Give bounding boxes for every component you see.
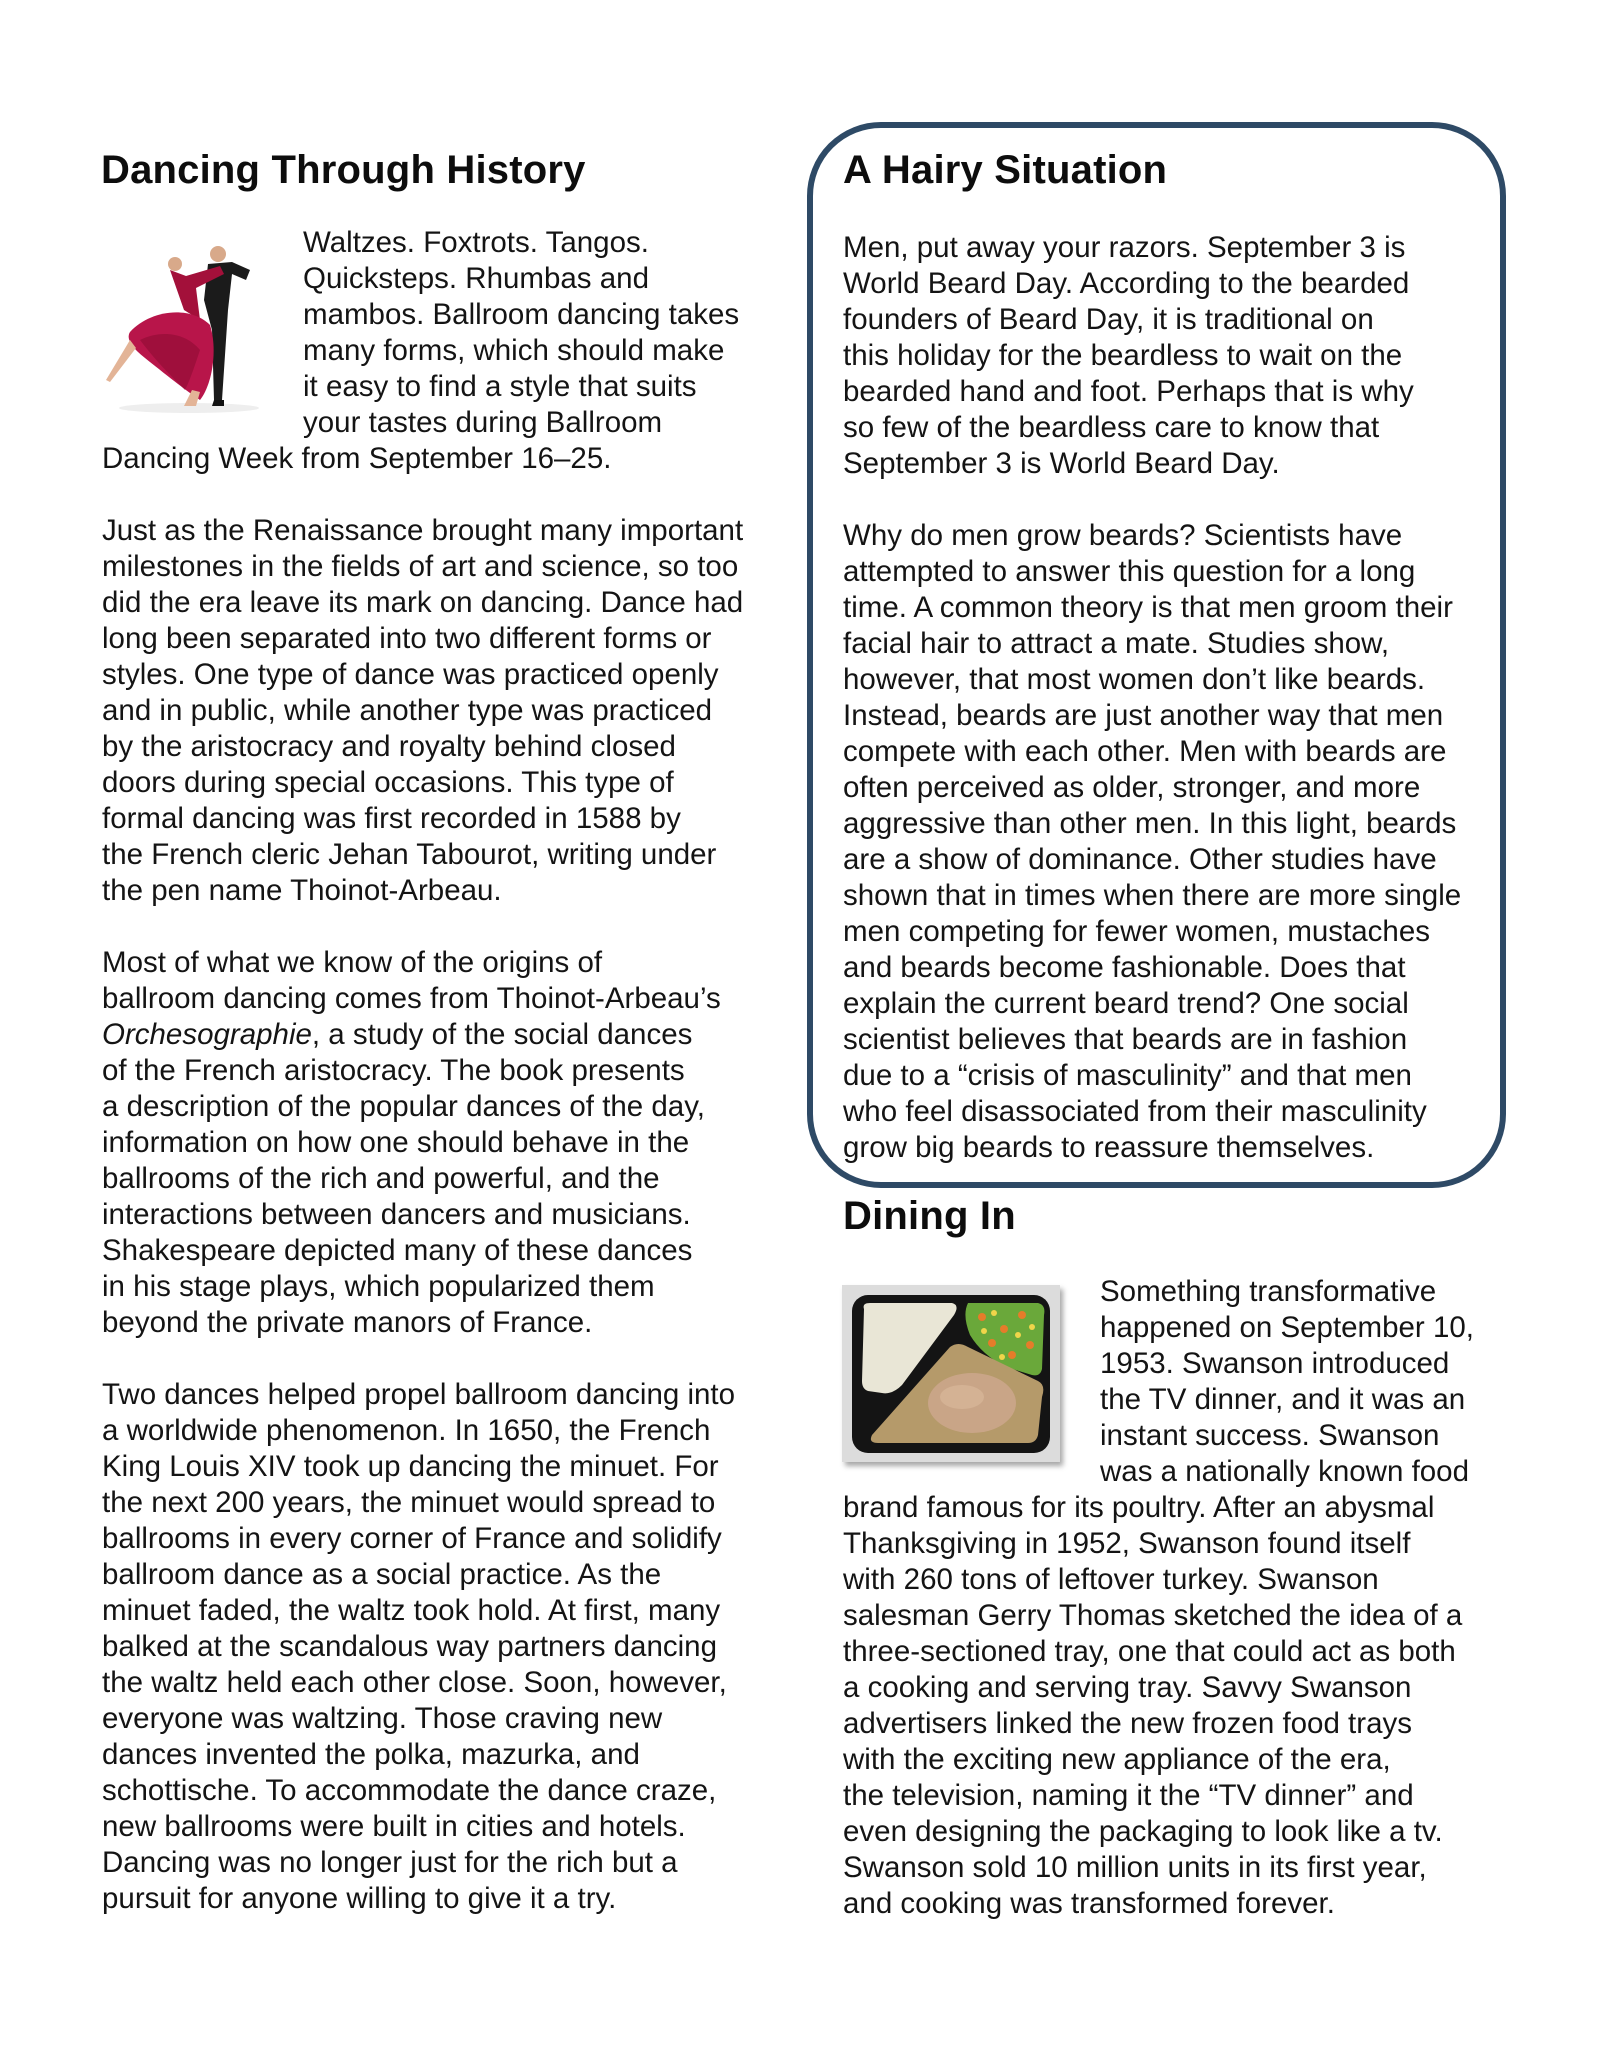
text-line: the waltz held each other close. Soon, however,: [102, 1666, 727, 1699]
dancer-photo: [100, 240, 278, 414]
text-line: World Beard Day. According to the bearded: [843, 267, 1410, 300]
text-line: doors during special occasions. This type of: [102, 766, 674, 799]
text-line: it easy to find a style that suits: [303, 370, 697, 403]
text-line: grow big beards to reassure themselves.: [843, 1131, 1375, 1164]
text-line: new ballrooms were built in cities and hotels.: [102, 1810, 686, 1843]
text-line: Men, put away your razors. September 3 is: [843, 231, 1406, 264]
text-line: bearded hand and foot. Perhaps that is why: [843, 375, 1414, 408]
text-line: compete with each other. Men with beards are: [843, 735, 1447, 768]
text-line: the TV dinner, and it was an: [1100, 1383, 1466, 1416]
text-line: dances invented the polka, mazurka, and: [102, 1738, 640, 1771]
text-line: milestones in the fields of art and science, so too: [102, 550, 739, 583]
text-line: the French cleric Jehan Tabourot, writing under: [102, 838, 717, 871]
text-line: the next 200 years, the minuet would spread to: [102, 1486, 716, 1519]
text-line: shown that in times when there are more single: [843, 879, 1462, 912]
text-line: by the aristocracy and royalty behind closed: [102, 730, 676, 763]
text-line: information on how one should behave in the: [102, 1126, 690, 1159]
text-line: with the exciting new appliance of the era,: [843, 1743, 1391, 1776]
text-line: even designing the packaging to look like a tv.: [843, 1815, 1443, 1848]
text-line: a description of the popular dances of the day,: [102, 1090, 705, 1123]
text-line-italic-title: Orchesographie, a study of the social dances: [102, 1018, 693, 1051]
text-line: the pen name Thoinot-Arbeau.: [102, 874, 502, 907]
text-line: Something transformative: [1100, 1275, 1437, 1308]
text-line: minuet faded, the waltz took hold. At first, many: [102, 1594, 721, 1627]
article-title-hairy: A Hairy Situation: [843, 148, 1168, 192]
book-title-italic: Orchesographie: [102, 1018, 312, 1051]
text-line: pursuit for anyone willing to give it a try.: [102, 1882, 617, 1915]
text-line: Dancing Week from September 16–25.: [102, 442, 612, 475]
text-line: ballroom dance as a social practice. As the: [102, 1558, 662, 1591]
text-line: Just as the Renaissance brought many important: [102, 514, 744, 547]
text-line: ballrooms in every corner of France and solidify: [102, 1522, 722, 1555]
text-line: the television, naming it the “TV dinner” and: [843, 1779, 1414, 1812]
text-line: your tastes during Ballroom: [303, 406, 663, 439]
text-line: men competing for fewer women, mustaches: [843, 915, 1430, 948]
text-line: in his stage plays, which popularized them: [102, 1270, 655, 1303]
text-line: many forms, which should make: [303, 334, 725, 367]
text-line: salesman Gerry Thomas sketched the idea of a: [843, 1599, 1463, 1632]
article-title-dining: Dining In: [843, 1194, 1016, 1238]
text-line: Dancing was no longer just for the rich but a: [102, 1846, 678, 1879]
text-line: Instead, beards are just another way that men: [843, 699, 1444, 732]
text-line: time. A common theory is that men groom their: [843, 591, 1453, 624]
text-line: ballroom dancing comes from Thoinot-Arbeau’s: [102, 982, 721, 1015]
text-line: who feel disassociated from their masculinity: [843, 1095, 1427, 1128]
text-line: and beards become fashionable. Does that: [843, 951, 1406, 984]
text-line: September 3 is World Beard Day.: [843, 447, 1280, 480]
text-line: brand famous for its poultry. After an abysmal: [843, 1491, 1435, 1524]
text-line: so few of the beardless care to know that: [843, 411, 1380, 444]
text-line: balked at the scandalous way partners dancing: [102, 1630, 717, 1663]
text-line: and in public, while another type was practiced: [102, 694, 713, 727]
text-line: Why do men grow beards? Scientists have: [843, 519, 1403, 552]
text-line: Shakespeare depicted many of these dances: [102, 1234, 693, 1267]
text-line: explain the current beard trend? One social: [843, 987, 1409, 1020]
text-line: Swanson sold 10 million units in its first year,: [843, 1851, 1427, 1884]
text-line: instant success. Swanson: [1100, 1419, 1440, 1452]
text-line: scientist believes that beards are in fashion: [843, 1023, 1408, 1056]
text-line: and cooking was transformed forever.: [843, 1887, 1335, 1920]
text-line: are a show of dominance. Other studies have: [843, 843, 1437, 876]
text-line: beyond the private manors of France.: [102, 1306, 593, 1339]
text-line: this holiday for the beardless to wait on the: [843, 339, 1403, 372]
text-line: advertisers linked the new frozen food trays: [843, 1707, 1412, 1740]
text-line: interactions between dancers and musicians.: [102, 1198, 691, 1231]
text-line: of the French aristocracy. The book presents: [102, 1054, 685, 1087]
text-line: attempted to answer this question for a long: [843, 555, 1416, 588]
text-line: 1953. Swanson introduced: [1100, 1347, 1450, 1380]
text-line: schottische. To accommodate the dance craze,: [102, 1774, 717, 1807]
text-line: Quicksteps. Rhumbas and: [303, 262, 649, 295]
text-line: aggressive than other men. In this light, beards: [843, 807, 1457, 840]
text-line: everyone was waltzing. Those craving new: [102, 1702, 663, 1735]
article-title-dancing: Dancing Through History: [101, 148, 586, 192]
text-line: happened on September 10,: [1100, 1311, 1474, 1344]
text-line: Two dances helped propel ballroom dancing into: [102, 1378, 736, 1411]
text-line: however, that most women don’t like beards.: [843, 663, 1426, 696]
text-line: styles. One type of dance was practiced openly: [102, 658, 719, 691]
tv-dinner-photo: [842, 1285, 1060, 1462]
text-line: long been separated into two different forms or: [102, 622, 712, 655]
text-line: Most of what we know of the origins of: [102, 946, 603, 979]
text-line: mambos. Ballroom dancing takes: [303, 298, 740, 331]
text-line: was a nationally known food: [1100, 1455, 1469, 1488]
text-line: Thanksgiving in 1952, Swanson found itself: [843, 1527, 1411, 1560]
text-line: ballrooms of the rich and powerful, and the: [102, 1162, 660, 1195]
text-line: Waltzes. Foxtrots. Tangos.: [303, 226, 649, 259]
text-line: with 260 tons of leftover turkey. Swanson: [843, 1563, 1379, 1596]
text-line: a worldwide phenomenon. In 1650, the French: [102, 1414, 711, 1447]
text-line: a cooking and serving tray. Savvy Swanson: [843, 1671, 1412, 1704]
text-line: three-sectioned tray, one that could act as both: [843, 1635, 1456, 1668]
text-line: founders of Beard Day, it is traditional on: [843, 303, 1374, 336]
text-line: often perceived as older, stronger, and more: [843, 771, 1421, 804]
text-line: did the era leave its mark on dancing. Dance had: [102, 586, 744, 619]
text-line: due to a “crisis of masculinity” and that men: [843, 1059, 1412, 1092]
text-line: King Louis XIV took up dancing the minuet. For: [102, 1450, 719, 1483]
text-line: facial hair to attract a mate. Studies show,: [843, 627, 1390, 660]
text-line: formal dancing was first recorded in 1588 by: [102, 802, 681, 835]
